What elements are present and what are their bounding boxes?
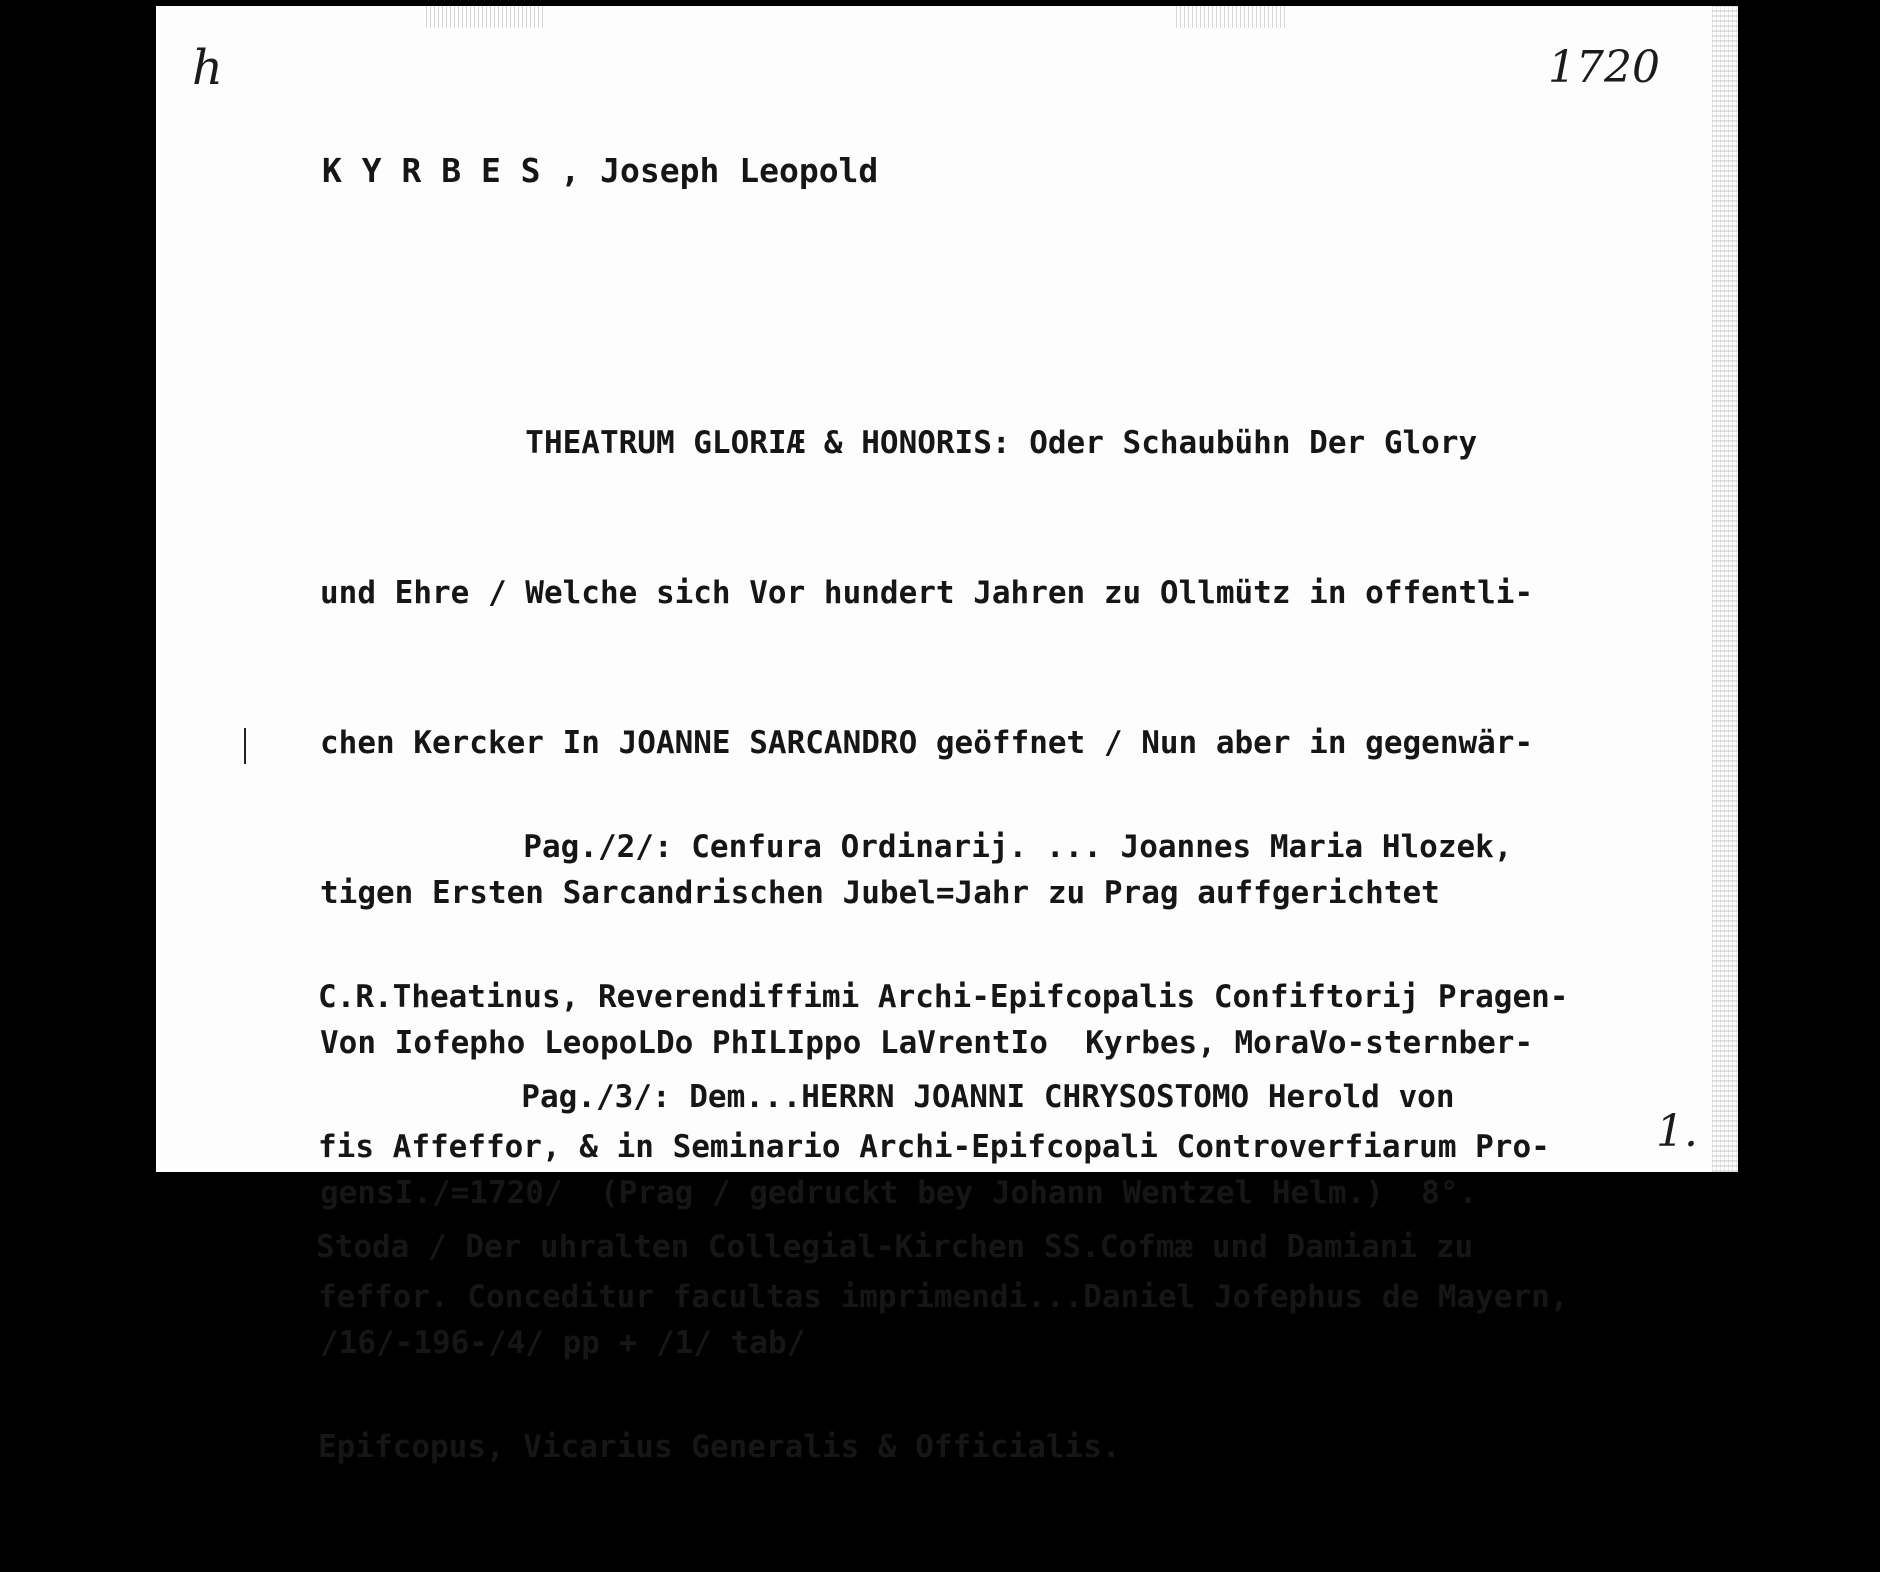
catalog-card	[156, 6, 1738, 1465]
pag3-line: Pag./3/: Dem...HERRN JOANNI CHRYSOSTOMO Herold von	[316, 1079, 1455, 1115]
scan-top-noise	[1176, 6, 1286, 28]
scan-top-noise	[426, 6, 546, 28]
title-line: /16/-196-/4/ pp + /1/ tab/	[320, 1325, 806, 1361]
card-heading: K Y R B E S , Joseph Leopold	[322, 151, 879, 190]
pag2-line: Epifcopus, Vicarius Generalis & Officialis.	[318, 1429, 1121, 1465]
pag2-line: C.R.Theatinus, Reverendiffimi Archi-Epifcopalis Confiftorij Pragen-	[318, 979, 1569, 1015]
corner-mark-year: 1720	[1548, 42, 1660, 93]
title-line: Von Iofepho LeopoLDo PhILIppo LaVrentIo Kyrbes, MoraVo-sternber-	[320, 1025, 1534, 1061]
pag2-line: Pag./2/: Cenfura Ordinarij. ... Joannes Maria Hlozek,	[318, 829, 1513, 865]
page-number: 1.	[1656, 1106, 1698, 1157]
corner-mark-left: h	[192, 40, 223, 96]
title-line: und Ehre / Welche sich Vor hundert Jahren zu Ollmütz in offentli-	[320, 575, 1534, 611]
title-line: tigen Ersten Sarcandrischen Jubel=Jahr zu Prag auffgerichtet	[320, 875, 1440, 911]
pag3-line: Stoda / Der uhralten Collegial-Kirchen SS.Cofmæ und Damiani zu	[316, 1229, 1474, 1265]
pag2-line: feffor. Conceditur facultas imprimendi...Daniel Jofephus de Mayern,	[318, 1279, 1569, 1315]
pag2-line: fis Affeffor, & in Seminario Archi-Epifcopali Controverfiarum Pro-	[318, 1129, 1550, 1165]
pag3-block	[316, 972, 1473, 1372]
title-line: THEATRUM GLORIÆ & HONORIS: Oder Schaubühn Der Glory	[320, 425, 1478, 461]
title-line: gensI./=1720/ (Prag / gedruckt bey Johann Wentzel Helm.) 8°.	[320, 1175, 1478, 1211]
scan-edge-noise	[1712, 6, 1738, 1172]
title-line: chen Kercker In JOANNE SARCANDRO geöffnet / Nun aber in gegenwär-	[320, 725, 1534, 761]
margin-tick	[244, 728, 246, 764]
